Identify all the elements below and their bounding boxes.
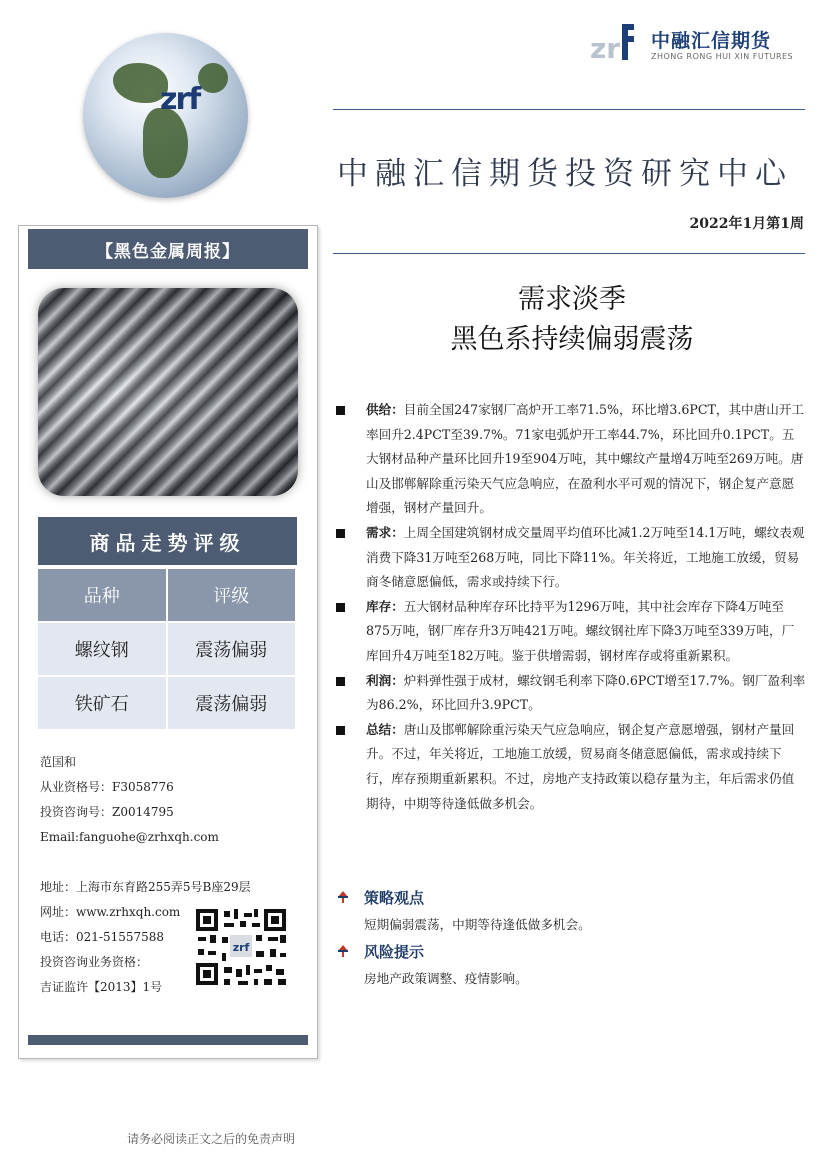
analyst-name: 范国和 — [40, 755, 77, 769]
analyst-consult-no: 投资咨询号：Z0014795 — [40, 805, 174, 819]
section-label: 总结： — [366, 721, 404, 737]
rating-title: 商品走势评级 — [38, 517, 297, 565]
risk-text: 房地产政策调整、疫情影响。 — [364, 971, 528, 986]
header-rule-bottom — [333, 253, 805, 254]
company-website[interactable]: 网址：www.zrhxqh.com — [40, 905, 181, 919]
rating-grade: 震荡偏弱 — [168, 623, 298, 677]
section-profit — [334, 669, 806, 718]
bullet-square-icon — [336, 677, 345, 686]
strategy-block — [334, 887, 806, 933]
pointer-icon — [336, 890, 350, 904]
rating-table — [38, 569, 297, 731]
sidebar-footer-bar — [28, 1035, 308, 1045]
bullet-square-icon — [336, 726, 345, 735]
section-label: 库存： — [366, 598, 404, 614]
strategy-title-row — [334, 887, 806, 908]
section-summary — [334, 718, 806, 816]
table-row — [38, 623, 297, 677]
company-qualification-no: 吉证监许【2013】1号 — [40, 980, 163, 994]
section-text: 五大钢材品种库存环比持平为1296万吨，其中社会库存下降4万吨至875万吨，钢厂库存升3万吨421万吨。螺纹钢社库下降3万吨至339万吨，厂库回升4万吨至182万吨。鉴于供增需弱，钢材库存或将重新累积。 — [366, 598, 795, 663]
section-text: 上周全国建筑钢材成交量周平均值环比减1.2万吨至14.1万吨，螺纹表观消费下降31万吨至268万吨，同比下降11%。年关将近，工地施工放缓，贸易商冬储意愿偏低，需求或持续下行。 — [366, 524, 805, 590]
strategy-text: 短期偏弱震荡，中期等待逢低做多机会。 — [364, 917, 591, 932]
footer-disclaimer: 请务必阅读正文之后的免责声明 — [127, 1132, 296, 1146]
company-phone: 电话：021-51557588 — [40, 930, 165, 944]
svg-text:zr: zr — [590, 32, 621, 64]
analyst-email[interactable]: Email:fanguohe@zrhxqh.com — [40, 830, 219, 844]
company-qualification-label: 投资咨询业务资格： — [40, 955, 149, 969]
section-supply — [334, 398, 806, 521]
risk-title: 风险提示 — [364, 943, 425, 961]
report-column-title: 【黑色金属周报】 — [28, 229, 308, 269]
header-rule-top — [333, 109, 805, 110]
risk-title-row — [334, 941, 806, 962]
rating-grade: 震荡偏弱 — [168, 677, 298, 731]
headline-line-1: 需求淡季 — [518, 284, 626, 315]
globe-logo-text: zrf — [160, 82, 200, 117]
steel-pipes-image — [38, 288, 298, 496]
section-text: 唐山及邯郸解除重污染天气应急响应，钢企复产意愿增强，钢材产量回升。不过，年关将近，工地施工放缓，贸易商冬储意愿偏低，需求或持续下行，库存预期重新累积。不过，房地产支持政策以稳存量为主，年后需求仍值期待，中期等待逢低做多机会。 — [366, 721, 795, 811]
headline-line-2: 黑色系持续偏弱震荡 — [450, 324, 694, 355]
svg-text:zrf: zrf — [232, 941, 250, 954]
issue-date: 2022年1月第1周 — [689, 216, 804, 232]
pointer-icon — [336, 944, 350, 958]
research-center-title: 中融汇信期货投资研究中心 — [337, 156, 793, 192]
report-headline — [332, 280, 812, 360]
brand-name-cn: 中融汇信期货 — [651, 30, 772, 52]
risk-block — [334, 941, 806, 987]
analyst-info — [40, 750, 219, 850]
section-label: 利润： — [366, 672, 404, 688]
brand-logo-icon — [590, 20, 636, 64]
analyst-license: 从业资格号：F3058776 — [40, 780, 174, 794]
section-demand — [334, 521, 806, 595]
report-body — [334, 398, 806, 816]
bullet-square-icon — [336, 529, 345, 538]
rating-col-grade: 评级 — [168, 569, 298, 623]
rating-product: 螺纹钢 — [38, 623, 168, 677]
rating-product: 铁矿石 — [38, 677, 168, 731]
section-text: 炉料弹性强于成材，螺纹钢毛利率下降0.6PCT增至17.7%。钢厂盈利率为86.2%，环比回升3.9PCT。 — [366, 672, 806, 713]
section-inventory — [334, 595, 806, 669]
qr-code-icon — [194, 907, 288, 987]
section-label: 需求： — [366, 524, 404, 540]
rating-col-product: 品种 — [38, 569, 168, 623]
company-address: 地址：上海市东育路255弄5号B座29层 — [40, 880, 251, 894]
table-row — [38, 677, 297, 731]
section-label: 供给： — [366, 402, 404, 417]
section-text: 目前全国247家钢厂高炉开工率71.5%，环比增3.6PCT，其中唐山开工率回升2.4PCT至39.7%。71家电弧炉开工率44.7%，环比回升0.1PCT。五大钢材品种产量环比回升19至904万吨，其中螺纹产量增4万吨至269万吨。唐山及邯郸解除重污染天气应急响应，在盈利水平可观的情况下，钢企复产意愿增强，钢材产量回升。 — [366, 402, 805, 516]
rating-table-header — [38, 569, 297, 623]
brand-name-en: ZHONG RONG HUI XIN FUTURES — [651, 52, 794, 61]
bullet-square-icon — [336, 406, 345, 415]
bullet-square-icon — [336, 603, 345, 612]
strategy-title: 策略观点 — [364, 889, 425, 907]
